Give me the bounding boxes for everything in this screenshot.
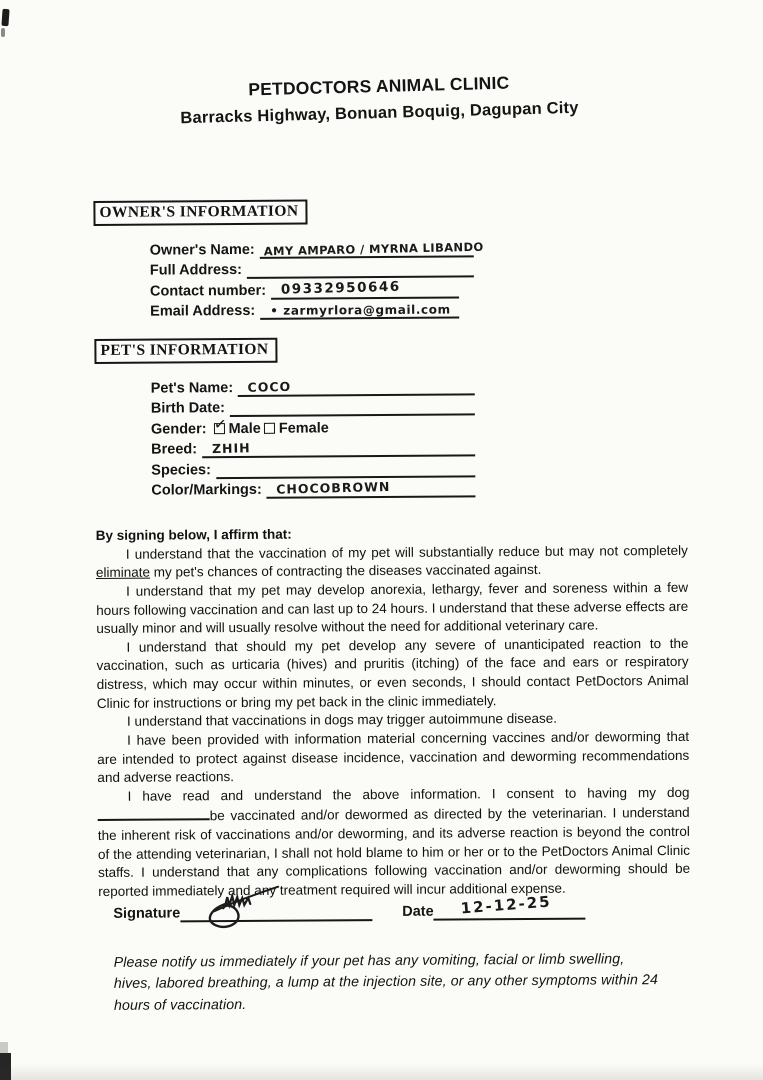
- date-value: 12-12-25: [460, 892, 553, 918]
- scan-artifact-top-left-small: [1, 28, 5, 37]
- male-option-label: Male: [228, 420, 261, 437]
- female-checkbox: [264, 422, 275, 433]
- owner-name-line: [260, 237, 484, 258]
- email-address-row: [150, 298, 474, 321]
- species-line: [216, 457, 475, 479]
- breed-row: [151, 436, 475, 459]
- affirmation-text-block: [96, 523, 691, 902]
- color-markings-value: CHOCOBROWN: [276, 478, 391, 497]
- check-icon: ✓: [212, 414, 227, 434]
- underlined-word: eliminate: [95, 564, 151, 581]
- pet-name-line: [238, 375, 475, 397]
- pet-name-row: [151, 374, 475, 397]
- owner-information-section: [93, 198, 484, 321]
- pet-name-value: COCO: [247, 378, 292, 395]
- male-checkbox: [212, 414, 227, 434]
- gender-row: [151, 415, 475, 438]
- paragraph-text: I have read and understand the above information. I consent to having my dog: [127, 784, 690, 804]
- affirmation-paragraph-6: [97, 784, 690, 902]
- affirmation-paragraph-1: [96, 541, 688, 582]
- contact-number-row: [150, 277, 474, 300]
- contact-number-line: [271, 278, 459, 299]
- scan-shadow-bottom-edge: [0, 1064, 763, 1080]
- dog-name-blank-line: [98, 806, 210, 822]
- breed-value: ZHIH: [211, 440, 251, 457]
- owner-name-value: AMY AMPARO / MYRNA LIBANDO: [263, 239, 484, 258]
- affirmation-paragraph-4: I understand that vaccinations in dogs may trigger autoimmune disease.: [126, 711, 558, 730]
- paragraph-text: I understand that the vaccination of my pet will substantially reduce but may not completely: [125, 542, 688, 562]
- paragraph-text: be vaccinated and/or dewormed as directed by the veterinarian. I understand the inherent risk of vaccinations and/or deworming, and its adverse reaction is beyond the control of the attending veterinarian, I shall not hold blame to him or her or to the PetDoctors Animal Clinic staffs. I understand that any complications following vaccination and/or deworming should be reported immediately and any treatment required will incur additional expense.: [97, 805, 691, 899]
- clinic-header: [0, 66, 761, 133]
- footer-notice: Please notify us immediately if your pet has any vomiting, facial or limb swelling, hives, labored breathing, a lump at the injection site, or any other symptoms within 24 hours of vaccination.: [113, 951, 659, 1014]
- signature-label: Signature: [113, 905, 181, 922]
- full-address-row: [150, 257, 474, 280]
- color-markings-row: [151, 477, 475, 500]
- birth-date-line: [230, 395, 475, 417]
- pet-fields: [151, 374, 476, 499]
- clinic-name: PETDOCTORS ANIMAL CLINIC: [248, 72, 510, 100]
- email-address-value: • zarmyrlora@gmail.com: [270, 302, 451, 318]
- gender-options: [211, 414, 329, 438]
- pet-information-section: [94, 336, 475, 500]
- signature-date-row: [113, 892, 585, 923]
- affirmation-heading: By signing below, I affirm that:: [95, 526, 292, 543]
- email-address-line: [260, 298, 459, 319]
- paragraph-text: my pet's chances of contracting the diseases vaccinated against.: [149, 562, 542, 580]
- owner-name-row: [149, 236, 484, 259]
- breed-label: Breed:: [151, 441, 198, 458]
- email-address-label: Email Address:: [150, 302, 256, 320]
- full-address-label: Full Address:: [149, 261, 243, 279]
- affirmation-paragraph-2: I understand that my pet may develop anorexia, lethargy, fever and soreness within a few hours following vaccination and can last up to 24 hours. I understand that these adverse effects are usually minor and will usually resolve without the need for additional veterinary care.: [96, 579, 689, 637]
- species-label: Species:: [151, 461, 211, 479]
- date-label: Date: [402, 903, 434, 920]
- clinic-address: Barracks Highway, Bonuan Boquig, Dagupan City: [180, 98, 579, 128]
- signature-line: [180, 903, 372, 922]
- color-markings-label: Color/Markings:: [151, 481, 262, 499]
- scan-artifact-top-left: [1, 9, 9, 26]
- breed-line: [202, 436, 475, 458]
- birth-date-row: [151, 395, 475, 418]
- handwritten-signature: [194, 883, 298, 932]
- female-option-label: Female: [278, 419, 329, 437]
- contact-number-label: Contact number:: [149, 282, 267, 300]
- contact-number-value: 09332950646: [280, 278, 401, 298]
- pet-name-label: Pet's Name:: [150, 379, 234, 397]
- affirmation-paragraph-5: I have been provided with information material concerning vaccines and/or deworming that are intended to protect against disease incidence, vaccination and deworming recommendations and adverse reactions.: [97, 728, 690, 786]
- species-row: [151, 456, 475, 479]
- birth-date-label: Birth Date:: [150, 400, 226, 417]
- color-markings-line: [267, 477, 476, 498]
- affirmation-paragraph-3: I understand that should my pet develop any severe of unanticipated reaction to the vaccination, such as urticaria (hives) and pruritis (itching) of the face and ears or respiratory distress, which may occur within minutes, or even seconds, I should contact PetDoctors Animal Clinic for instructions or bring my pet back in the clinic immediately.: [96, 635, 689, 711]
- full-address-line: [247, 257, 474, 279]
- date-line: [434, 892, 586, 921]
- gender-label: Gender:: [150, 420, 207, 438]
- owner-information-heading: OWNER'S INFORMATION: [93, 200, 307, 226]
- owner-name-label: Owner's Name:: [149, 241, 255, 259]
- pet-information-heading: PET'S INFORMATION: [94, 338, 277, 364]
- owner-fields: [149, 236, 484, 320]
